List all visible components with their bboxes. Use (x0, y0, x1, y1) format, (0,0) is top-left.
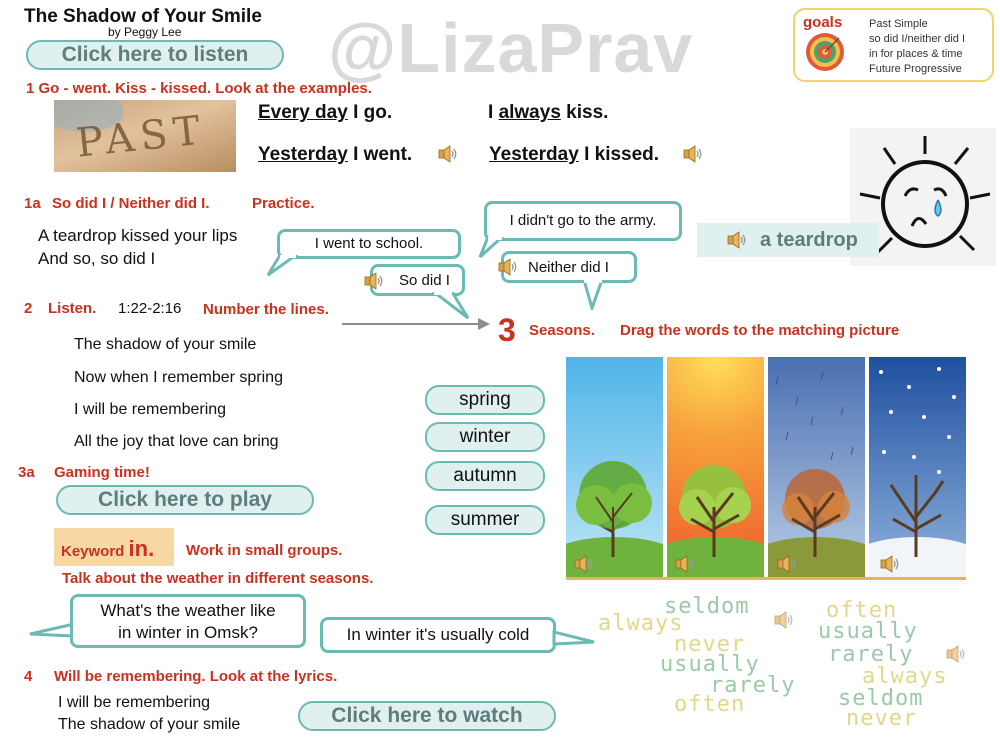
example-always-kiss: I always kiss. (488, 102, 609, 123)
season-panel-summer[interactable] (566, 357, 663, 577)
page-title: The Shadow of Your Smile (24, 6, 262, 27)
lyric-line: The shadow of your smile (58, 716, 241, 733)
bubble-weather-question (70, 594, 306, 648)
bubble-tail (552, 630, 596, 650)
speaker-icon[interactable] (438, 145, 460, 163)
bubble-tail (580, 280, 610, 310)
goals-label: goals (803, 14, 843, 31)
keyword-box (54, 528, 174, 566)
example-yesterday-went: Yesterday I went. (258, 144, 413, 165)
section1-heading: 1 Go - went. Kiss - kissed. Look at the examples. (26, 80, 372, 97)
lyric-line: And so, so did I (38, 249, 156, 268)
keyword-label: Keyword in. (61, 536, 155, 561)
section3-heading: Seasons. (529, 322, 595, 339)
speaker-icon[interactable] (880, 555, 902, 573)
speaker-icon[interactable] (675, 555, 697, 573)
bubble-weather-answer: In winter it's usually cold (320, 617, 556, 653)
bubble-so-did-i-text: So did I (399, 272, 450, 289)
section2-instruction: Number the lines. (203, 301, 329, 318)
goals-box (793, 8, 994, 82)
section1a-number: 1a (24, 195, 41, 212)
lyric-line[interactable]: I will be remembering (74, 401, 227, 418)
section2-number: 2 (24, 300, 33, 317)
freq-word[interactable]: always (598, 611, 684, 636)
bubble-tail (266, 255, 306, 277)
season-word-summer[interactable]: summer (425, 505, 545, 535)
lyric-line[interactable]: All the joy that love can bring (74, 433, 279, 450)
goal-item: Future Progressive (869, 63, 962, 75)
section3a-number: 3a (18, 464, 35, 481)
play-button[interactable]: Click here to play (56, 485, 314, 515)
bubble-question-line1: What's the weather like (100, 601, 276, 620)
section3-instruction: Drag the words to the matching picture (620, 322, 900, 339)
freq-word[interactable]: usually (818, 619, 918, 644)
season-word-spring[interactable]: spring (425, 385, 545, 415)
freq-word[interactable]: seldom (664, 594, 750, 619)
arrow-icon (342, 316, 492, 332)
bubble-went-to-school: I went to school. (277, 229, 461, 259)
lyric-line[interactable]: The shadow of your smile (74, 336, 257, 353)
watermark: @LizaPrav (328, 9, 694, 87)
bubble-neither-text: Neither did I (528, 259, 609, 276)
bubble-neither-did-i (501, 251, 637, 283)
speaker-icon[interactable] (777, 555, 799, 573)
teardrop-label: a teardrop (760, 229, 858, 251)
speaker-icon[interactable] (774, 611, 796, 629)
section2-time: 1:22-2:16 (118, 300, 182, 317)
freq-word[interactable]: often (674, 692, 746, 717)
bubble-question-line2: in winter in Omsk? (118, 623, 258, 642)
section1a-heading: So did I / Neither did I. (52, 195, 210, 212)
target-icon (805, 32, 845, 72)
season-word-autumn[interactable]: autumn (425, 461, 545, 491)
season-panel-spring[interactable] (667, 357, 764, 577)
freq-word[interactable]: rarely (828, 642, 914, 667)
speaker-icon[interactable] (683, 145, 705, 163)
season-panel-winter[interactable] (869, 357, 966, 577)
freq-word[interactable]: never (674, 632, 746, 657)
section4-number: 4 (24, 668, 33, 685)
speaker-icon[interactable] (574, 555, 596, 573)
season-panel-autumn[interactable] (768, 357, 865, 577)
song-author: by Peggy Lee (108, 25, 182, 39)
goal-item: Past Simple (869, 18, 928, 30)
lyric-line: I will be remembering (58, 694, 211, 711)
section4-heading: Will be remembering. Look at the lyrics. (54, 668, 338, 685)
freq-word[interactable]: often (826, 598, 898, 623)
section2-listen: Listen. (48, 300, 97, 317)
past-sand-image (54, 100, 236, 172)
speaker-icon[interactable] (364, 272, 386, 290)
example-every-day: Every day I go. (258, 102, 393, 123)
keyword-instruction: Talk about the weather in different seasons. (62, 570, 374, 587)
season-strip-border (566, 577, 966, 580)
goal-item: in for places & time (869, 48, 963, 60)
freq-word[interactable]: rarely (710, 673, 796, 698)
freq-word[interactable]: never (846, 706, 918, 731)
speaker-icon[interactable] (498, 258, 520, 276)
freq-word[interactable]: always (862, 664, 948, 689)
season-word-winter[interactable]: winter (425, 422, 545, 452)
example-yesterday-kissed: Yesterday I kissed. (489, 144, 660, 165)
listen-button[interactable]: Click here to listen (26, 40, 284, 70)
watch-button[interactable]: Click here to watch (298, 701, 556, 731)
keyword-instruction: Work in small groups. (186, 542, 343, 559)
freq-word[interactable]: usually (660, 652, 760, 677)
goal-item: so did I/neither did I (869, 33, 966, 45)
lyric-line[interactable]: Now when I remember spring (74, 369, 283, 386)
section3a-heading: Gaming time! (54, 464, 150, 481)
speaker-icon[interactable] (946, 645, 968, 663)
section3-number: 3 (498, 312, 516, 348)
bubble-didnt-go-army: I didn't go to the army. (484, 201, 682, 241)
past-sand-text: PAST (73, 107, 209, 167)
speaker-icon[interactable] (727, 231, 749, 249)
lyric-line: A teardrop kissed your lips (38, 226, 238, 245)
freq-word[interactable]: seldom (838, 686, 924, 711)
section1a-practice: Practice. (252, 195, 315, 212)
